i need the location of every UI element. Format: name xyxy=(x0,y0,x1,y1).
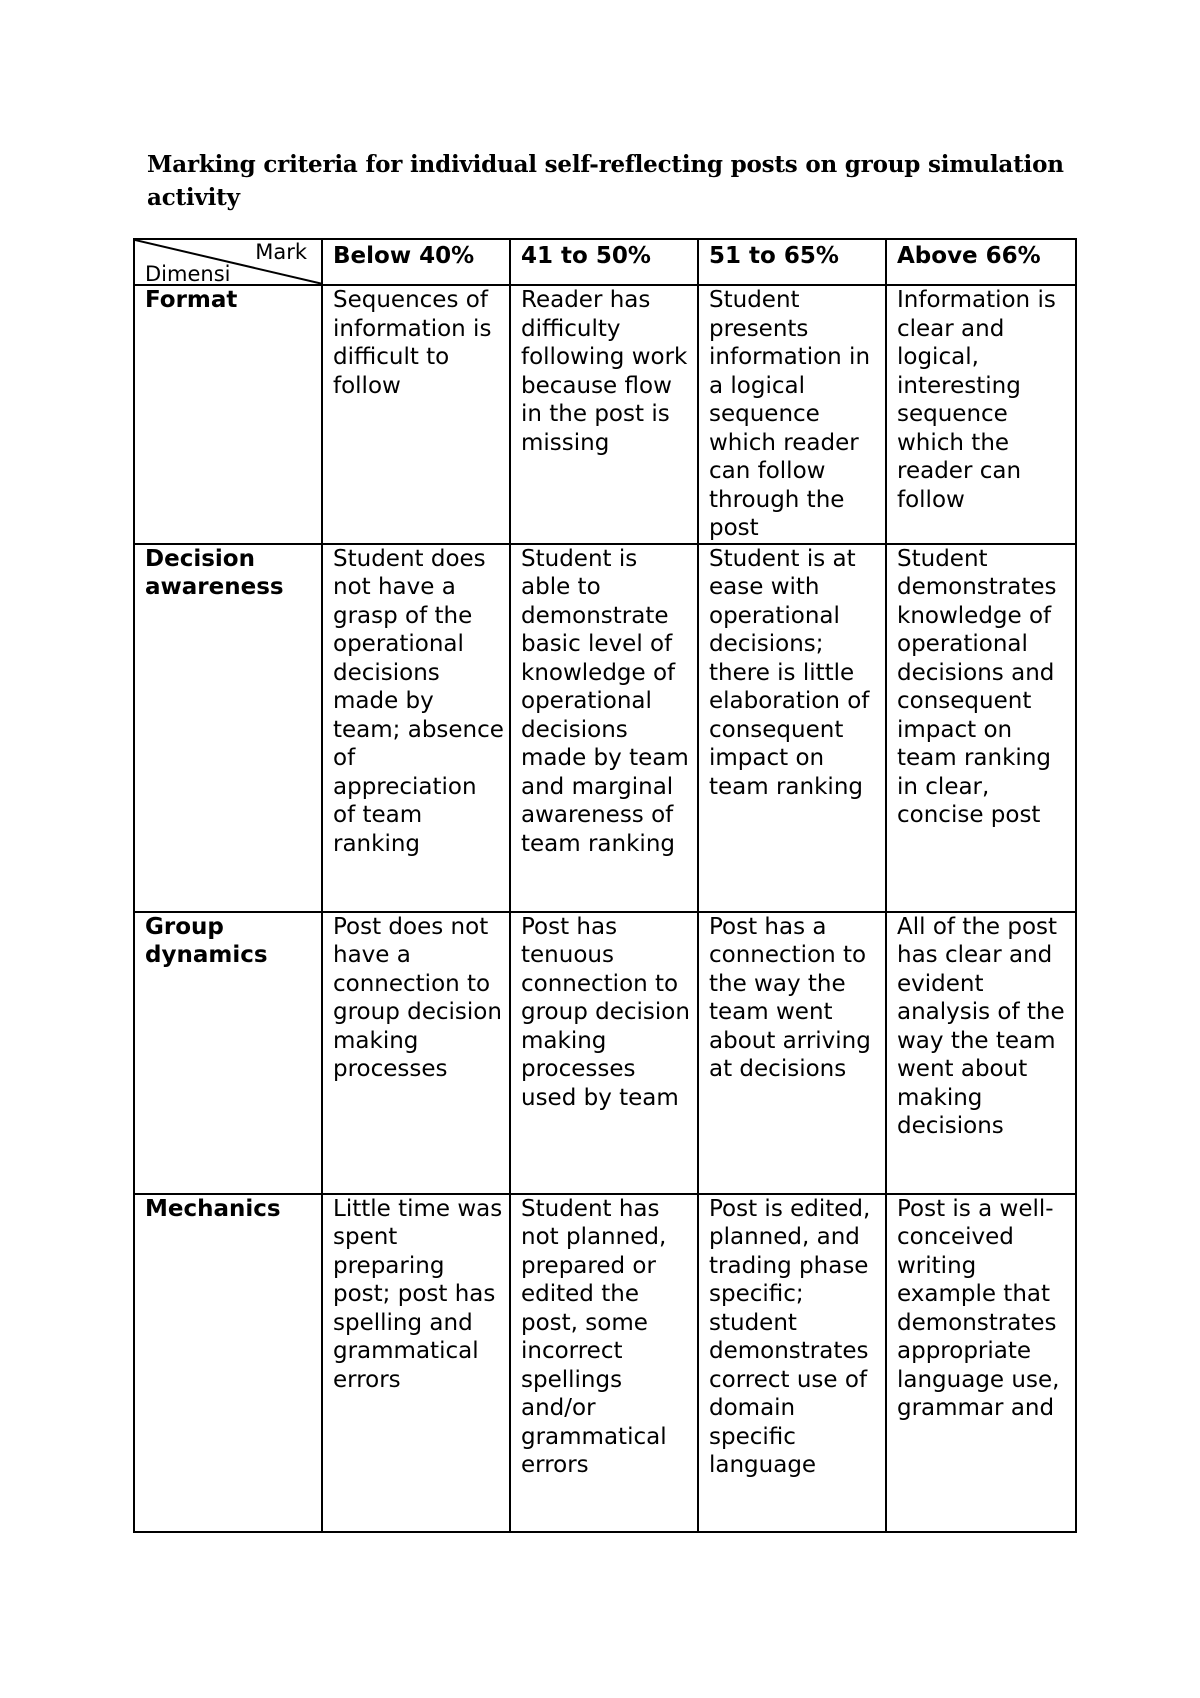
table-cell: Post is edited, planned, and trading phase specific; student demonstrates correct use of domain specific language xyxy=(698,1194,886,1532)
dimension-mechanics: Mechanics xyxy=(134,1194,322,1532)
column-header-51-to-65: 51 to 65% xyxy=(698,239,886,285)
table-row-group-dynamics xyxy=(134,912,1076,1194)
table-cell: Student has not planned, prepared or edited the post, some incorrect spellings and/or grammatical errors xyxy=(510,1194,698,1532)
header-row xyxy=(134,239,1076,285)
dimension-group-dynamics: Group dynamics xyxy=(134,912,322,1194)
dimension-format: Format xyxy=(134,285,322,544)
column-header-below-40: Below 40% xyxy=(322,239,510,285)
column-header-41-to-50: 41 to 50% xyxy=(510,239,698,285)
table-cell: Post has a connection to the way the team went about arriving at decisions xyxy=(698,912,886,1194)
marking-criteria-table xyxy=(133,238,1077,1533)
corner-header-cell xyxy=(134,239,322,285)
table-cell: Information is clear and logical, interesting sequence which the reader can follow xyxy=(886,285,1076,544)
table-cell: Sequences of information is difficult to follow xyxy=(322,285,510,544)
table-cell: Student presents information in a logical sequence which reader can follow through the post xyxy=(698,285,886,544)
dimension-decision-awareness: Decision awareness xyxy=(134,544,322,912)
column-header-above-66: Above 66% xyxy=(886,239,1076,285)
table-cell: All of the post has clear and evident analysis of the way the team went about making decisions xyxy=(886,912,1076,1194)
table-cell: Student is able to demonstrate basic level of knowledge of operational decisions made by team and marginal awareness of team ranking xyxy=(510,544,698,912)
table-cell: Student demonstrates knowledge of operational decisions and consequent impact on team ranking in clear, concise post xyxy=(886,544,1076,912)
table-cell: Post has tenuous connection to group decision making processes used by team xyxy=(510,912,698,1194)
table-cell: Little time was spent preparing post; post has spelling and grammatical errors xyxy=(322,1194,510,1532)
table-cell: Student does not have a grasp of the operational decisions made by team; absence of appreciation of team ranking xyxy=(322,544,510,912)
dimension-label: Dimensi xyxy=(145,262,231,282)
mark-label: Mark xyxy=(255,240,307,264)
table-row-mechanics xyxy=(134,1194,1076,1532)
table-cell: Reader has difficulty following work because flow in the post is missing xyxy=(510,285,698,544)
table-cell: Student is at ease with operational decisions; there is little elaboration of consequent impact on team ranking xyxy=(698,544,886,912)
table-row-decision-awareness xyxy=(134,544,1076,912)
page-title: Marking criteria for individual self-reflecting posts on group simulation activity xyxy=(147,151,1064,211)
table-row-format xyxy=(134,285,1076,544)
table-cell: Post is a well-conceived writing example that demonstrates appropriate language use, grammar and xyxy=(886,1194,1076,1532)
table-cell: Post does not have a connection to group decision making processes xyxy=(322,912,510,1194)
